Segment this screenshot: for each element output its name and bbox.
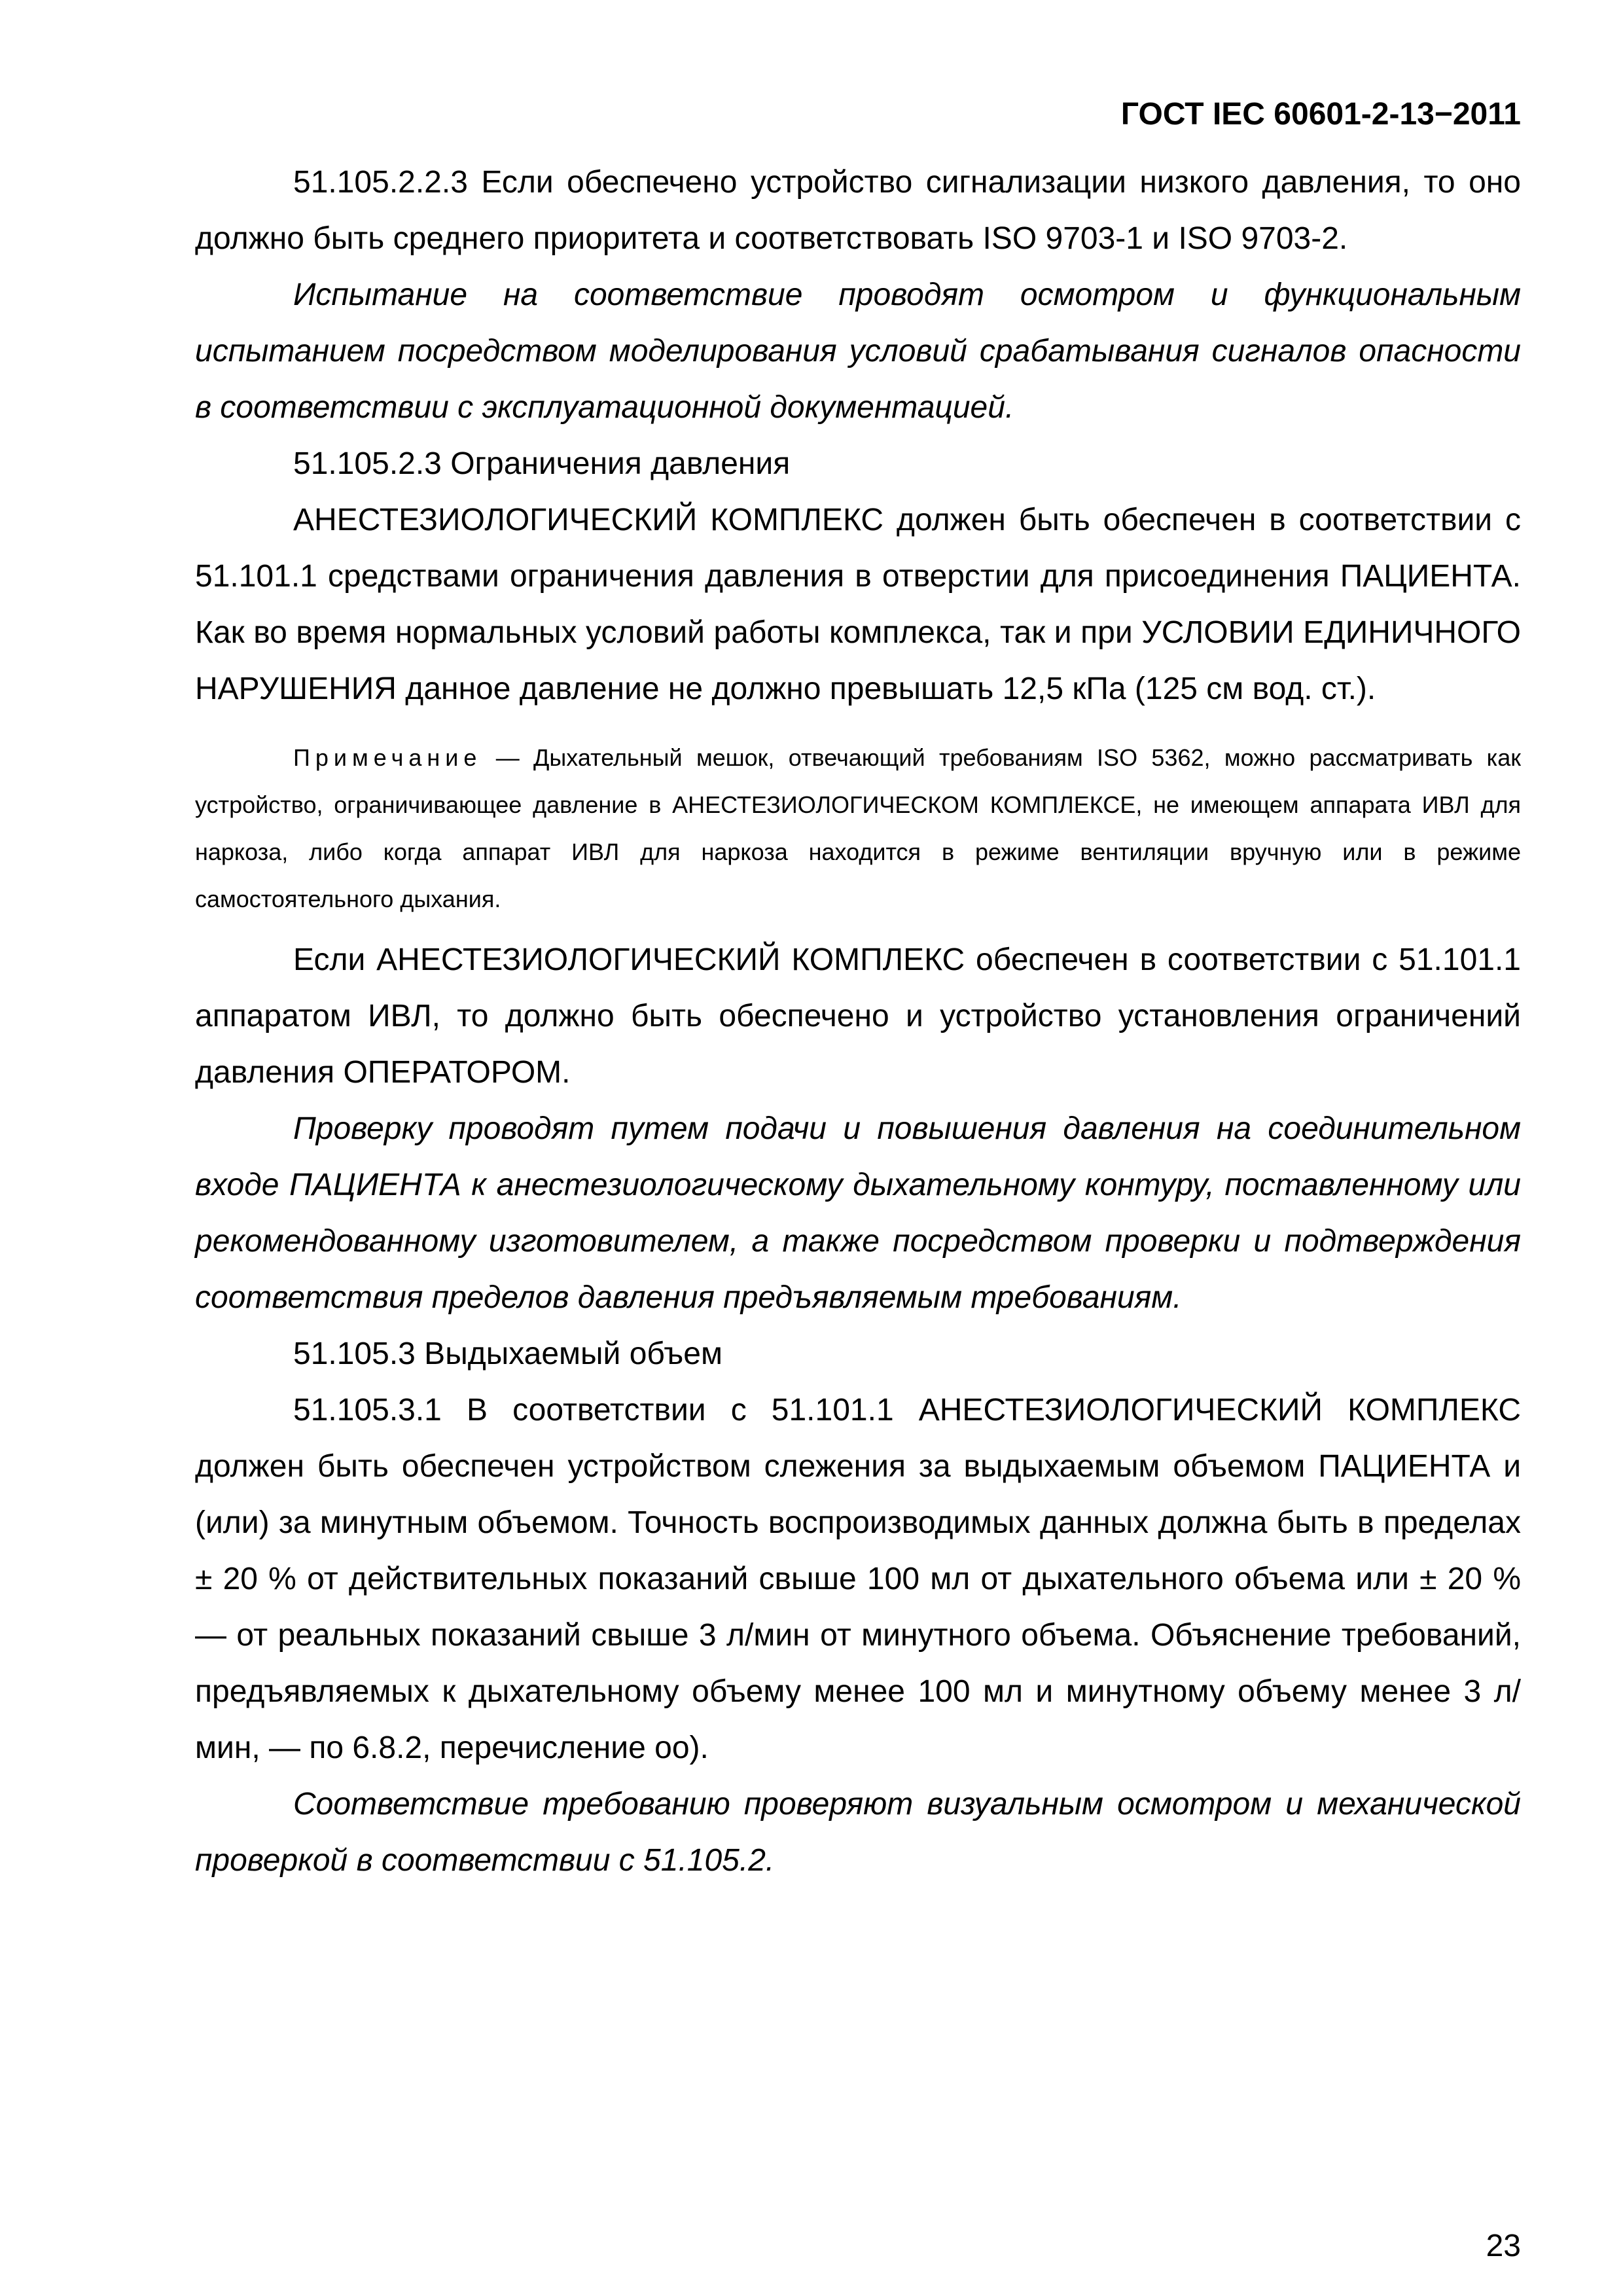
pressure-limit-paragraph: АНЕСТЕЗИОЛОГИЧЕСКИЙ КОМПЛЕКС должен быть обеспечен в соответствии с 51.101.1 средствами ограничения давления в отверстии для присоединения ПАЦИЕНТА. Как во время нормальных условий работы комплекса, так и при УСЛОВИИ ЕДИНИЧНОГО НАРУШЕНИЯ данное давление не должно превышать 12,5 кПа (125 см вод. ст.).: [195, 503, 1521, 706]
page-number: 23: [1486, 2229, 1521, 2263]
document-page: [195, 0, 1521, 2296]
compliance-paragraph: Соответствие требованию проверяют визуальным осмотром и механической проверкой в соответствии с 51.105.2.: [195, 1787, 1521, 1878]
document-body: [195, 154, 1521, 1889]
exhaled-volume-paragraph: 51.105.3.1 В соответствии с 51.101.1 АНЕСТЕЗИОЛОГИЧЕСКИЙ КОМПЛЕКС должен быть обеспечен устройством слежения за выдыхаемым объемом ПАЦИЕНТА и (или) за минутным объемом. Точность воспроизводимых данных должна быть в пределах ± 20 % от действительных показаний свыше 100 мл от дыхательного объема или ± 20 % — от реальных показаний свыше 3 л/мин от минутного объема. Объяснение требований, предъявляемых к дыхательному объему менее 100 мл и минутному объему менее 3 л/мин, — по 6.8.2, перечисление оо).: [195, 1393, 1521, 1765]
verification-paragraph: Проверку проводят путем подачи и повышения давления на соединительном входе ПАЦИЕНТА к анестезиологическому дыхательному контуру, поставленному или рекомендованному изготовителем, а также посредством проверки и подтверждения соответствия пределов давления предъявляемым требованиям.: [195, 1111, 1521, 1315]
section-heading-51-105-2-3: 51.105.2.3 Ограничения давления: [293, 446, 791, 481]
section-heading-51-105-3: 51.105.3 Выдыхаемый объем: [293, 1336, 722, 1371]
note-paragraph: [195, 734, 1521, 923]
test-method-paragraph: Испытание на соответствие проводят осмотром и функциональным испытанием посредством моделирования условий срабатывания сигналов опасности в соответствии с эксплуатационной документацией.: [195, 278, 1521, 425]
note-label: Примечание: [293, 744, 482, 771]
paragraph-51-105-2-2-3: 51.105.2.2.3 Если обеспечено устройство сигнализации низкого давления, то оно должно быть среднего приоритета и соответствовать ISO 9703-1 и ISO 9703-2.: [195, 165, 1521, 256]
note-text: — Дыхательный мешок, отвечающий требованиям ISO 5362, можно рассматривать как устройство, ограничивающее давление в АНЕСТЕЗИОЛОГИЧЕСКОМ КОМПЛЕКСЕ, не имеющем аппарата ИВЛ для наркоза, либо когда аппарат ИВЛ для наркоза находится в режиме вентиляции вручную или в режиме самостоятельного дыхания.: [195, 744, 1521, 912]
ventilator-paragraph: Если АНЕСТЕЗИОЛОГИЧЕСКИЙ КОМПЛЕКС обеспечен в соответствии с 51.101.1 аппаратом ИВЛ, то должно быть обеспечено и устройство установления ограничений давления ОПЕРАТОРОМ.: [195, 942, 1521, 1090]
document-header: ГОСТ IEC 60601-2-13−2011: [1120, 97, 1521, 132]
